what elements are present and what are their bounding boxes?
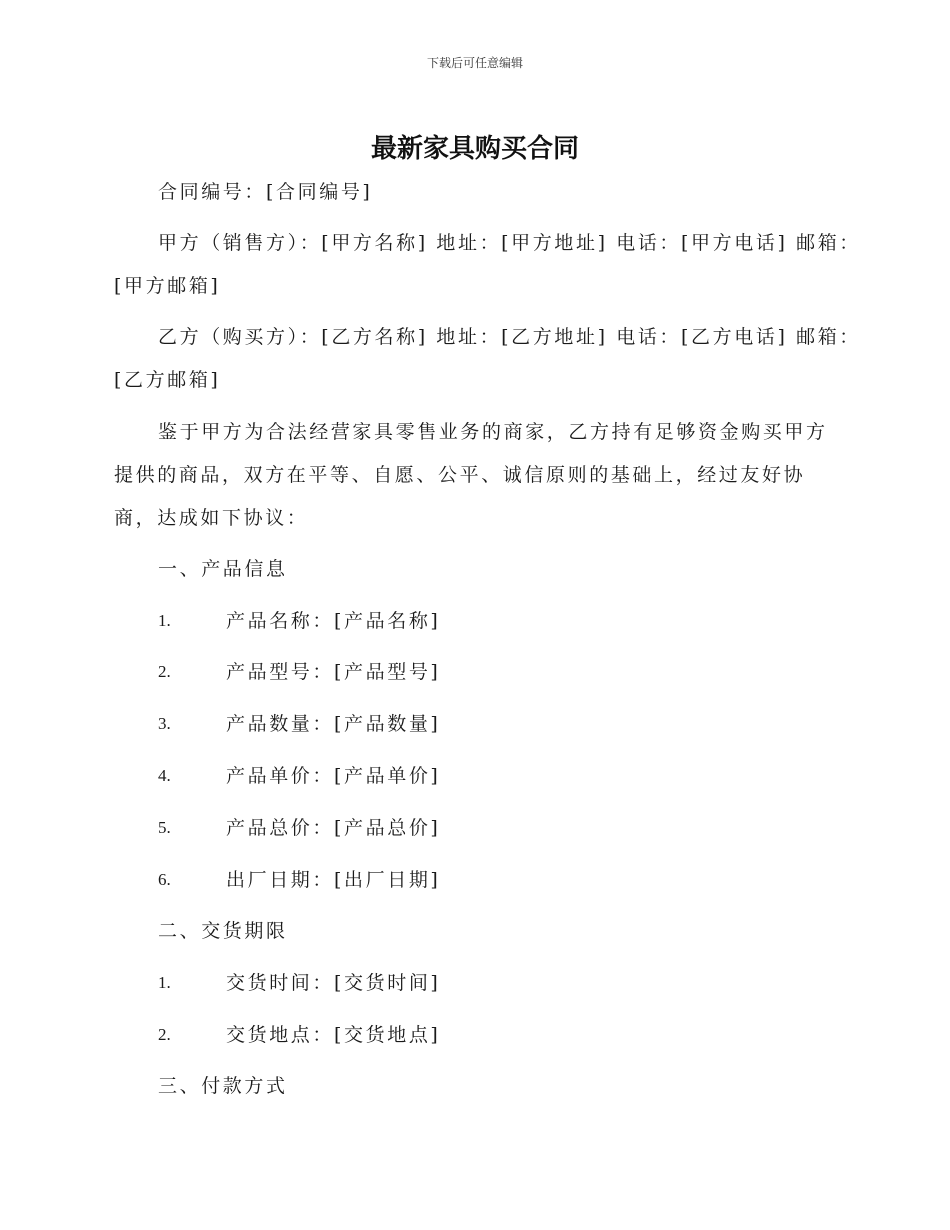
party-a-line-2: [甲方邮箱] [114,275,221,297]
section-2-heading: 二、交货期限 [158,920,288,942]
list-item-number: 1. [158,611,171,630]
list-item-number: 5. [158,818,171,837]
list-item-text: 产品型号：[产品型号] [226,661,441,683]
list-item-text: 出厂日期：[出厂日期] [226,869,441,891]
list-item-number: 2. [158,662,171,681]
list-item-number: 2. [158,1025,171,1044]
list-item-number: 1. [158,973,171,992]
list-item-number: 6. [158,870,171,889]
header-note: 下载后可任意编辑 [426,56,523,70]
contract-number: 合同编号：[合同编号] [158,181,373,203]
preamble-line-3: 商，达成如下协议： [114,507,309,529]
preamble-line-2: 提供的商品，双方在平等、自愿、公平、诚信原则的基础上，经过友好协 [114,464,806,486]
party-a-line-1: 甲方（销售方）：[甲方名称] 地址：[甲方地址] 电话：[甲方电话] 邮箱： [158,232,861,254]
list-item-text: 产品名称：[产品名称] [226,610,441,632]
section-1-heading: 一、产品信息 [158,558,288,580]
list-item-text: 产品数量：[产品数量] [226,713,441,735]
list-item-text: 产品单价：[产品单价] [226,765,441,787]
section-3-heading: 三、付款方式 [158,1075,288,1097]
list-item-text: 交货地点：[交货地点] [226,1024,441,1046]
list-item-number: 4. [158,766,171,785]
list-item-text: 交货时间：[交货时间] [226,972,441,994]
party-b-line-2: [乙方邮箱] [114,369,221,391]
document-title: 最新家具购买合同 [370,134,579,164]
preamble-line-1: 鉴于甲方为合法经营家具零售业务的商家，乙方持有足够资金购买甲方 [158,421,828,443]
list-item-number: 3. [158,714,171,733]
party-b-line-1: 乙方（购买方）：[乙方名称] 地址：[乙方地址] 电话：[乙方电话] 邮箱： [158,326,861,348]
list-item-text: 产品总价：[产品总价] [226,817,441,839]
